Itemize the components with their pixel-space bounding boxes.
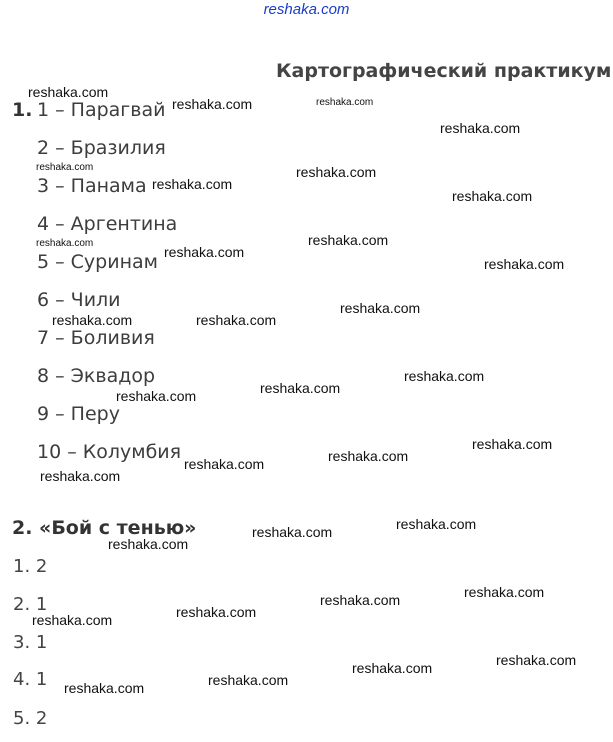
watermark: reshaka.com [116, 388, 197, 404]
list-item: 2 – Бразилия [37, 137, 166, 159]
watermark: reshaka.com [208, 672, 289, 688]
watermark: reshaka.com [320, 592, 401, 608]
watermark: reshaka.com [396, 516, 477, 532]
watermark: reshaka.com [260, 380, 341, 396]
list-item: 1 – Парагвай [37, 99, 166, 121]
watermark: reshaka.com [352, 660, 433, 676]
watermark: reshaka.com [52, 312, 133, 328]
watermark: reshaka.com [40, 468, 121, 484]
list-item: 5 – Суринам [37, 251, 158, 273]
section-1-number: 1. [12, 99, 33, 121]
watermark: reshaka.com [252, 524, 333, 540]
watermark: reshaka.com [152, 176, 233, 192]
watermark: reshaka.com [308, 232, 389, 248]
watermark: reshaka.com [36, 238, 94, 249]
answer-item: 4. 1 [13, 669, 48, 690]
watermark: reshaka.com [176, 604, 257, 620]
watermark: reshaka.com [184, 456, 265, 472]
page-title: Картографический практикум [276, 60, 612, 82]
watermark: reshaka.com [472, 436, 553, 452]
list-item: 9 – Перу [37, 403, 120, 425]
list-item: 3 – Панама [37, 175, 147, 197]
list-item: 8 – Эквадор [37, 365, 156, 387]
answer-item: 5. 2 [13, 708, 48, 729]
watermark: reshaka.com [496, 652, 577, 668]
section-2-title: 2. «Бой с тенью» [12, 517, 197, 539]
list-item: 6 – Чили [37, 289, 121, 311]
watermark: reshaka.com [316, 97, 374, 108]
list-item: 4 – Аргентина [37, 213, 178, 235]
watermark: reshaka.com [196, 312, 277, 328]
watermark: reshaka.com [328, 448, 409, 464]
watermark: reshaka.com [164, 244, 245, 260]
watermark: reshaka.com [36, 162, 94, 173]
watermark: reshaka.com [108, 536, 189, 552]
watermark: reshaka.com [64, 680, 145, 696]
watermark: reshaka.com [28, 84, 109, 100]
watermark: reshaka.com [172, 96, 253, 112]
list-item: 10 – Колумбия [37, 441, 182, 463]
watermark: reshaka.com [404, 368, 485, 384]
list-item: 7 – Боливия [37, 327, 155, 349]
answer-item: 3. 1 [13, 632, 48, 653]
watermark: reshaka.com [484, 256, 565, 272]
watermark: reshaka.com [340, 300, 421, 316]
answer-item: 2. 1 [13, 594, 48, 615]
watermark: reshaka.com [440, 120, 521, 136]
answer-item: 1. 2 [13, 556, 48, 577]
site-header-link[interactable]: reshaka.com [263, 1, 350, 18]
watermark: reshaka.com [452, 188, 533, 204]
watermark: reshaka.com [296, 164, 377, 180]
watermark: reshaka.com [464, 584, 545, 600]
watermark: reshaka.com [32, 612, 113, 628]
